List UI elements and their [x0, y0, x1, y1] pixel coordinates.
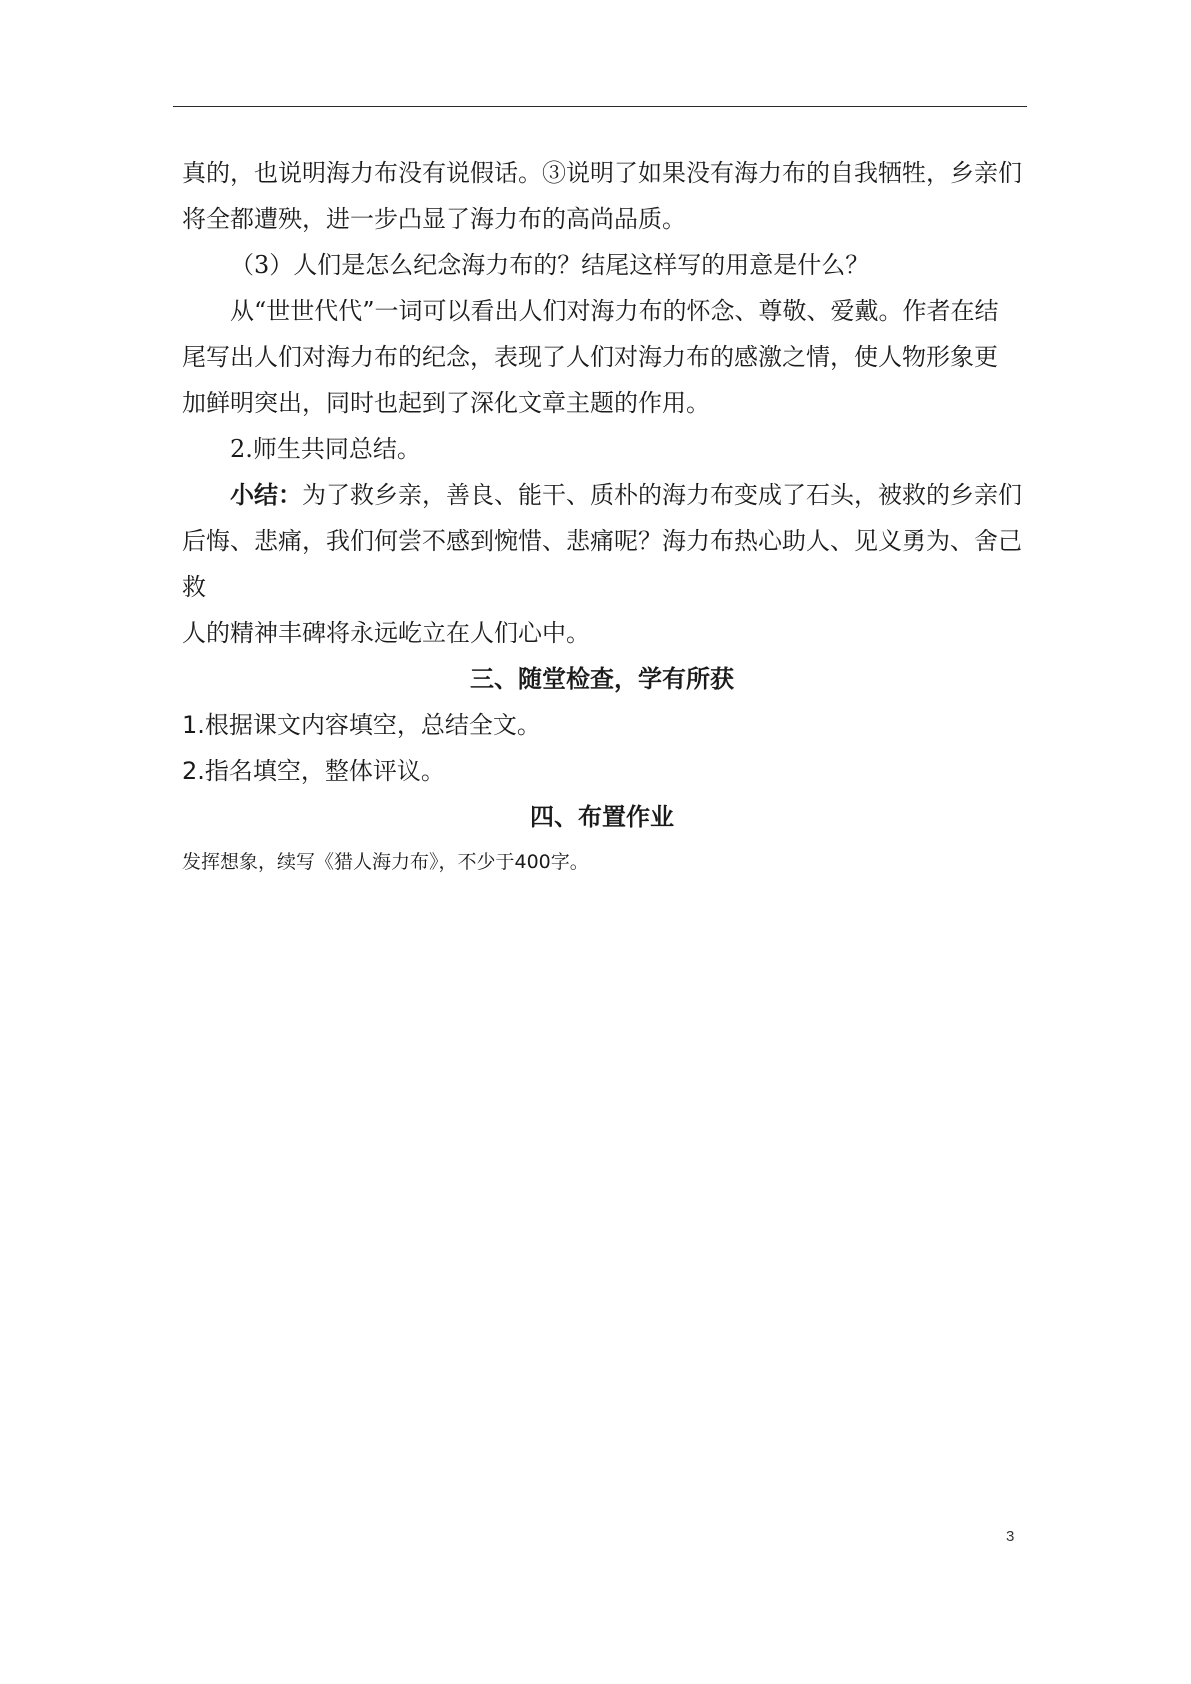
homework-task: 发挥想象，续写《猎人海力布》，不少于400字。	[182, 851, 589, 873]
summary-line	[182, 472, 1022, 518]
summary-text: 为了救乡亲，善良、能干、质朴的海力布变成了石头，被救的乡亲们	[302, 481, 1022, 509]
question-3: （3）人们是怎么纪念海力布的？结尾这样写的用意是什么？	[230, 251, 870, 279]
section-3-heading: 三、随堂检查，学有所获	[470, 665, 734, 693]
answer-line: 尾写出人们对海力布的纪念，表现了人们对海力布的感激之情，使人物形象更	[182, 343, 998, 371]
step-2: 2.师生共同总结。	[230, 435, 421, 463]
summary-line: 后悔、悲痛，我们何尝不感到惋惜、悲痛呢？海力布热心助人、见义勇为、舍己救	[182, 527, 1022, 601]
answer-line: 从“世世代代”一词可以看出人们对海力布的怀念、尊敬、爱戴。作者在结	[230, 297, 999, 325]
section-3-item: 1.根据课文内容填空，总结全文。	[182, 711, 541, 739]
paragraph-line: 将全都遭殃，进一步凸显了海力布的高尚品质。	[182, 205, 686, 233]
section-4-heading: 四、布置作业	[530, 803, 674, 831]
summary-line: 人的精神丰碑将永远屹立在人们心中。	[182, 619, 590, 647]
paragraph-line: 真的，也说明海力布没有说假话。③说明了如果没有海力布的自我牺牲，乡亲们	[182, 159, 1022, 187]
header-rule	[173, 106, 1027, 107]
page-number: 3	[1006, 1528, 1015, 1545]
section-3-item: 2.指名填空，整体评议。	[182, 757, 445, 785]
page-content	[182, 150, 1022, 882]
summary-label: 小结：	[230, 481, 302, 509]
answer-line: 加鲜明突出，同时也起到了深化文章主题的作用。	[182, 389, 710, 417]
